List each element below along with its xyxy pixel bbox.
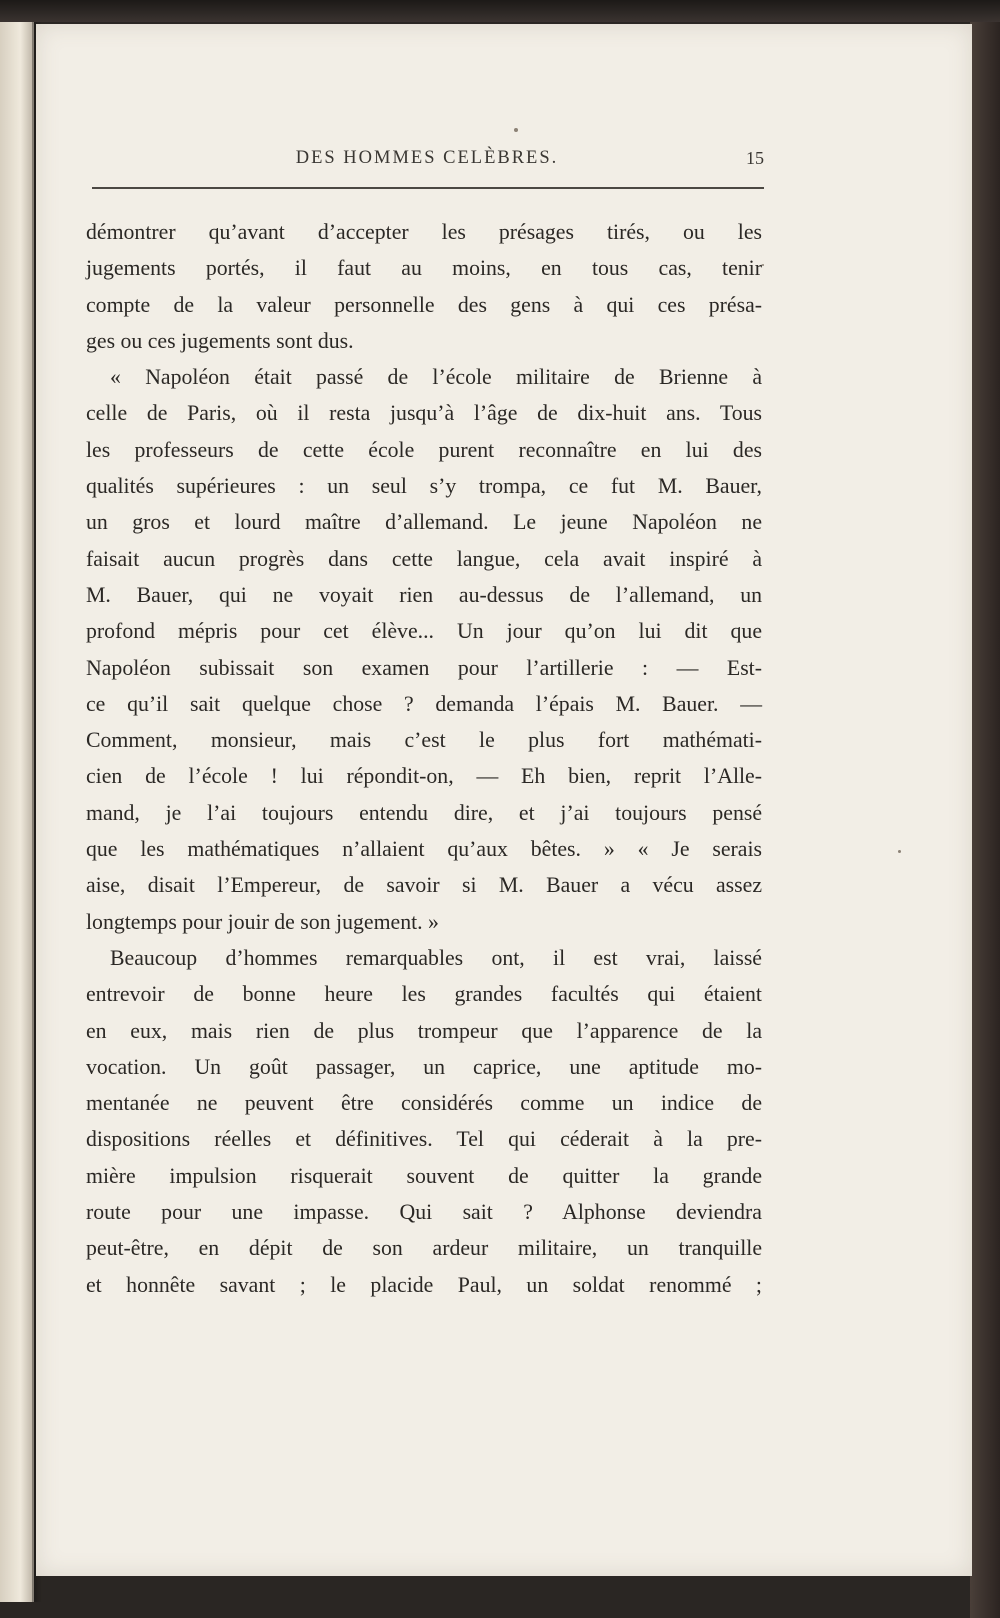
- text-line: mand, je l’ai toujours entendu dire, et j’ai toujours pensé: [86, 800, 762, 825]
- running-title: DES HOMMES CELÈBRES.: [295, 148, 559, 168]
- text-line: « Napoléon était passé de l’école militaire de Brienne à: [110, 365, 762, 390]
- text-line: les professeurs de cette école purent reconnaître en lui des: [86, 437, 762, 462]
- text-line: en eux, mais rien de plus trompeur que l’apparence de la: [86, 1018, 762, 1043]
- text-line: longtemps pour jouir de son jugement. »: [86, 909, 439, 934]
- text-line: qualités supérieures : un seul s’y trompa, ce fut M. Bauer,: [86, 474, 762, 499]
- book-cover-right: [970, 22, 1000, 1618]
- text-line: ce qu’il sait quelque chose ? demanda l’épais M. Bauer. —: [86, 691, 762, 716]
- facing-page-edge: [0, 22, 34, 1602]
- paper-speck: [762, 264, 764, 266]
- text-line: un gros et lourd maître d’allemand. Le jeune Napoléon ne: [86, 510, 762, 535]
- text-line: route pour une impasse. Qui sait ? Alphonse deviendra: [86, 1200, 762, 1225]
- page-number: 15: [746, 148, 764, 168]
- text-line: faisait aucun progrès dans cette langue, cela avait inspiré à: [86, 546, 762, 571]
- text-line: compte de la valeur personnelle des gens à qui ces présa-: [86, 292, 762, 317]
- text-line: et honnête savant ; le placide Paul, un soldat renommé ;: [86, 1272, 762, 1297]
- text-line: Napoléon subissait son examen pour l’artillerie : — Est-: [86, 655, 762, 680]
- text-line: dispositions réelles et définitives. Tel qui céderait à la pre-: [86, 1127, 762, 1152]
- running-head: [90, 148, 764, 178]
- paper-speck: [514, 128, 518, 132]
- text-line: mentanée ne peuvent être considérés comme un indice de: [86, 1091, 762, 1116]
- text-line: jugements portés, il faut au moins, en tous cas, tenir: [86, 256, 762, 281]
- text-line: ges ou ces jugements sont dus.: [86, 328, 354, 353]
- text-line: entrevoir de bonne heure les grandes facultés qui étaient: [86, 982, 762, 1007]
- body-text: [86, 214, 762, 1303]
- header-rule: [92, 187, 764, 189]
- text-line: vocation. Un goût passager, un caprice, une aptitude mo-: [86, 1054, 762, 1079]
- text-line: aise, disait l’Empereur, de savoir si M. Bauer a vécu assez: [86, 873, 762, 898]
- text-line: Beaucoup d’hommes remarquables ont, il est vrai, laissé: [110, 945, 762, 970]
- text-line: démontrer qu’avant d’accepter les présages tirés, ou les: [86, 220, 762, 244]
- text-line: profond mépris pour cet élève... Un jour qu’on lui dit que: [86, 619, 762, 644]
- paper-speck: [898, 850, 901, 853]
- text-line: peut-être, en dépit de son ardeur militaire, un tranquille: [86, 1236, 762, 1261]
- text-line: M. Bauer, qui ne voyait rien au-dessus de l’allemand, un: [86, 582, 762, 607]
- book-cover-top: [0, 0, 1000, 22]
- text-line: mière impulsion risquerait souvent de quitter la grande: [86, 1163, 762, 1188]
- text-line: Comment, monsieur, mais c’est le plus fort mathémati-: [86, 728, 762, 753]
- text-line: cien de l’école ! lui répondit-on, — Eh bien, reprit l’Alle-: [86, 764, 762, 789]
- text-line: celle de Paris, où il resta jusqu’à l’âge de dix-huit ans. Tous: [86, 401, 762, 426]
- text-line: que les mathématiques n’allaient qu’aux bêtes. » « Je serais: [86, 837, 762, 862]
